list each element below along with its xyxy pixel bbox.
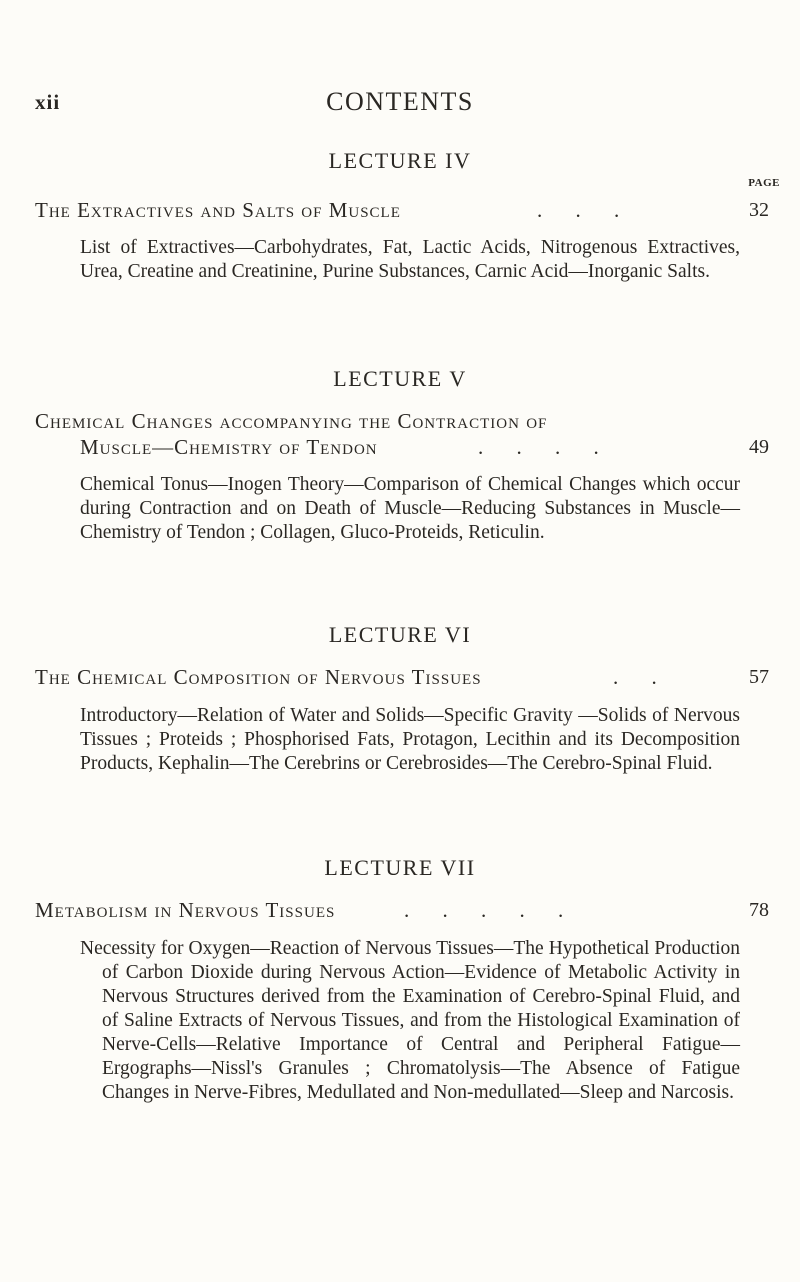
lecture-title-continued: Muscle—Chemistry of Tendon (80, 435, 378, 459)
lecture-summary (80, 704, 740, 776)
lecture-heading: LECTURE IV (328, 148, 472, 173)
page-number: 78 (749, 899, 769, 921)
lecture-title: The Chemical Composition of Nervous Tissues (35, 665, 482, 689)
page-number: 32 (749, 199, 769, 221)
page-number: 49 (749, 436, 769, 458)
dot-leader: . . . . (478, 435, 613, 459)
running-head (0, 87, 800, 120)
summary-text: Introductory—Relation of Water and Solids—Specific Gravity —Solids of Nervous Tissues ; Proteids ; Phosphorised Fats, Protagon, Lecithin and its Decomposition Products, Kephalin—The Cerebrins or Cerebrosides—The Cerebro-Spinal Fluid. (80, 705, 740, 774)
lecture-title: Metabolism in Nervous Tissues (35, 898, 336, 922)
lecture-title: The Extractives and Salts of Muscle (35, 198, 401, 222)
lecture-heading: LECTURE VI (328, 622, 472, 647)
lecture-summary (80, 236, 740, 284)
lecture-heading: LECTURE V (333, 366, 467, 391)
dot-leader: . . (613, 665, 671, 689)
running-title: CONTENTS (326, 87, 474, 116)
summary-text: Necessity for Oxygen—Reaction of Nervous Tissues—The Hypothetical Production of Carbon Dioxide during Nervous Action—Evidence of Metabolic Activity in Nervous Structures derived from the Examination of Cerebro-Spinal Fluid, and of Saline Extracts of Nervous Tissues, and from the Histological Examination of Nerve-Cells—Relative Importance of Central and Peripheral Fatigue—Ergographs—Nissl's Granules ; Chromatolysis—The Absence of Fatigue Changes in Nerve-Fibres, Medullated and Non-medullated—Sleep and Narcosis. (80, 938, 740, 1103)
lecture-heading: LECTURE VII (324, 855, 476, 880)
summary-text: Chemical Tonus—Inogen Theory—Comparison of Chemical Changes which occur during Contraction and on Death of Muscle—Reducing Substances in Muscle—Chemistry of Tendon ; Collagen, Gluco-Proteids, Reticulin. (80, 474, 740, 543)
lecture-summary (80, 937, 740, 1105)
lecture-summary (80, 473, 740, 545)
page-column-label: PAGE (748, 177, 780, 189)
page-folio: xii (35, 90, 61, 114)
summary-text: List of Extractives—Carbohydrates, Fat, Lactic Acids, Nitrogenous Extractives, Urea, Creatine and Creatinine, Purine Substances, Carnic Acid—Inorganic Salts. (80, 237, 740, 282)
dot-leader: . . . . . (404, 898, 578, 922)
page-number: 57 (749, 666, 769, 688)
lecture-title: Chemical Changes accompanying the Contraction of (35, 409, 548, 433)
dot-leader: . . . (537, 198, 634, 222)
